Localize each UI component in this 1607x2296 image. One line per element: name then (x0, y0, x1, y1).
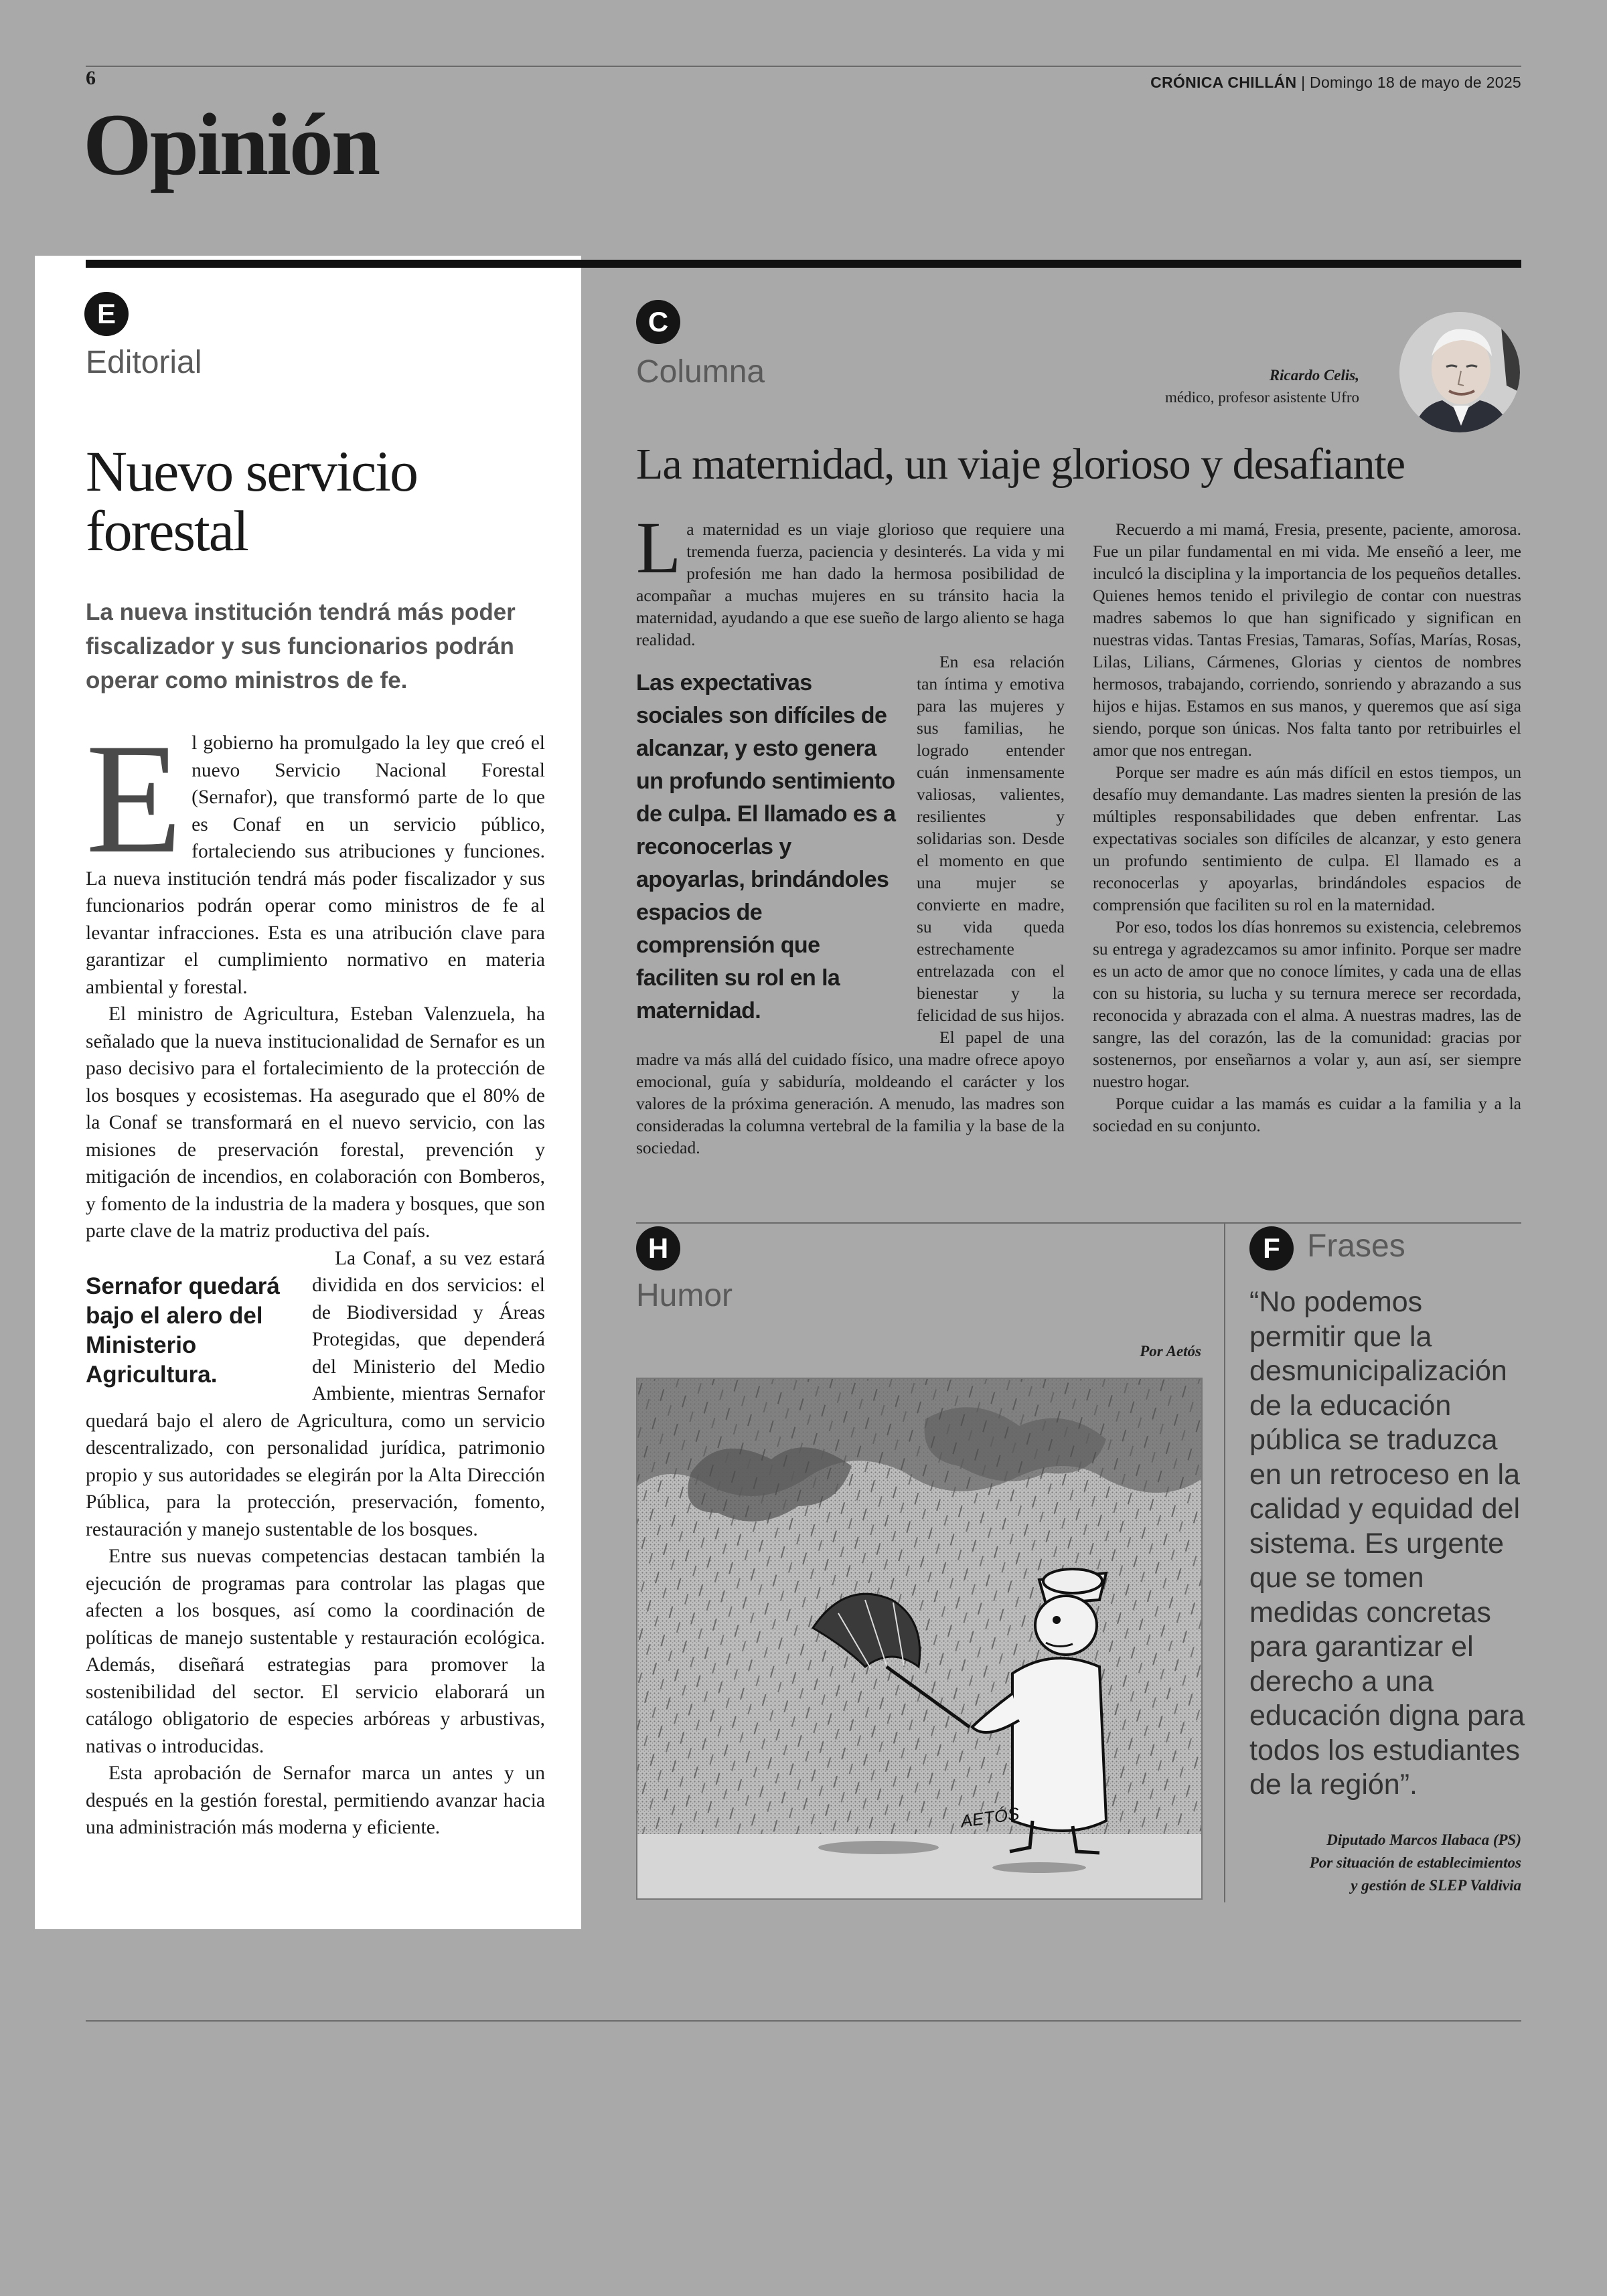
publication-name: CRÓNICA CHILLÁN (1150, 74, 1297, 91)
editorial-summary: La nueva institución tendrá más poder fiscalizador y sus funcionarios podrán operar como ministros de fe. (86, 599, 516, 693)
column-author (1165, 364, 1359, 408)
editorial-badge: E (84, 292, 129, 336)
column-paragraph: a maternidad es un viaje glorioso que requiere una tremenda fuerza, paciencia y desinterés. La vida y mi profesión me han dado la hermosa posibilidad de acompañar a muchas mujeres en su tránsito hacia la maternidad, ayudando a que ese sueño de largo aliento se haga realidad. (636, 519, 1065, 649)
editorial-paragraph: El ministro de Agricultura, Esteban Valenzuela, ha señalado que la nueva institucionalidad de Sernafor es un paso decisivo para el fortalecimiento de la protección de los bosques y ecosistemas. Ha asegurado que el 80% de la Conaf se transformará en el nuevo servicio, con las misiones de preservación forestal, prevención y mitigación de incendios, en colaboración con Bomberos, y fomento de la industria de la madera y bosques, que son parte clave de la matriz productiva del país. (86, 1003, 545, 1242)
editorial-headline: Nuevo servicio forestal (86, 439, 418, 563)
page-bottom-rule (86, 2020, 1521, 2022)
frases-attribution-name: Diputado Marcos Ilabaca (PS) (1326, 1831, 1521, 1848)
frases-badge: F (1249, 1226, 1294, 1270)
column-paragraph: El papel de una madre va más allá del cuidado físico, una madre ofrece apoyo emocional, guía y sabiduría, moldeando el carácter y los valores de la próxima generación. A menudo, las madres son consideradas la columna vertebral de la familia y la base de la sociedad. (636, 1028, 1065, 1157)
humor-credit: Por Aetós (1140, 1343, 1201, 1360)
editorial-paragraph: l gobierno ha promulgado la ley que creó el nuevo Servicio Nacional Forestal (Sernafor), que transformó parte de lo que es Conaf en un servicio público, fortaleciendo sus atribuciones y funciones. La nueva institución tendrá más poder fiscalizador y sus funcionarios podrán operar como ministros de fe al levantar infracciones. Esta es una atribución clave para garantizar el cumplimiento normativo en materia ambiental y forestal. (86, 732, 545, 998)
editorial-dropcap: E (86, 712, 183, 886)
page-number: 6 (86, 67, 96, 89)
rain-umbrella-cartoon-icon (637, 1379, 1201, 1898)
masthead (1150, 74, 1521, 92)
humor-cartoon (636, 1378, 1203, 1900)
masthead-separator: | (1301, 74, 1310, 91)
frases-kicker: Frases (1307, 1228, 1405, 1264)
frases-attribution (1310, 1829, 1521, 1897)
editorial-kicker: Editorial (86, 345, 202, 380)
column-author-name: Ricardo Celis, (1269, 367, 1359, 384)
column-paragraph: En esa relación tan íntima y emotiva para las mujeres y sus familias, he logrado entender cuán inmensamente valiosas, valientes, resilientes y solidarias son. Desde el momento en que una mujer se convierte en madre, su vida queda estrechamente entrelazada con el bienestar y la felicidad de sus hijos. (917, 652, 1065, 1025)
issue-date: Domingo 18 de mayo de 2025 (1310, 74, 1521, 91)
author-portrait-icon (1399, 312, 1520, 432)
column-badge: C (636, 300, 680, 344)
editorial-body (86, 712, 545, 1841)
humor-kicker: Humor (636, 1278, 733, 1313)
column-author-role: médico, profesor asistente Ufro (1165, 389, 1359, 406)
frases-attribution-context: y gestión de SLEP Valdivia (1351, 1877, 1521, 1894)
column-paragraph: Recuerdo a mi mamá, Fresia, presente, paciente, amorosa. Fue un pilar fundamental en mi vida. Me enseñó a leer, me inculcó la disciplina y la importancia de los pequeños detalles. Quienes hemos tenido el privilegio de contar con nuestras madres sabemos lo que han significado y significan en nuestras vidas. Tantas Fresias, Tamaras, Sofías, Marías, Rosas, Lilas, Lilians, Cármenes, Glorias y cientos de nombres hermosos, trabajando, corriendo, sonriendo y abrazando a sus hijos e hijas. Estamos en sus manos, y queremos que así siga siendo, porque son únicas. Nos falta tanto por retribuirles el amor que nos entregan. (1093, 519, 1521, 760)
column-pullquote: Las expectativas sociales son difíciles de alcanzar, y esto genera un profundo sentimiento de culpa. El llamado es a reconocerlas y apoyarlas, brindándoles espacios de comprensión que faciliten su rol en la maternidad. (636, 670, 896, 1023)
section-heavy-rule (86, 260, 1521, 268)
humor-frases-divider (1224, 1224, 1225, 1902)
frases-quote: “No podemos permitir que la desmunicipalización de la educación pública se traduzca en un retroceso en la calidad y equidad del sistema. Es urgente que se tomen medidas concretas para garantizar el derecho a una educación digna para todos los estudiantes de la región”. (1249, 1286, 1525, 1801)
column-paragraph: Por eso, todos los días honremos su existencia, celebremos su entrega y agradezcamos su amor infinito. Porque ser madre es un acto de amor que no conoce límites, y cada una de ellas con su historia, su lucha y su ternura merece ser recordada, reconocida y abrazada con el alma. A nuestras madres, las de sangre, las del corazón, las de la comunidad: gracias por sostenernos, por enseñarnos a volar y, aun así, ser siempre nuestro hogar. (1093, 917, 1521, 1091)
author-avatar (1399, 312, 1520, 432)
column-headline: La maternidad, un viaje glorioso y desafiante (636, 440, 1405, 489)
column-paragraph: Porque ser madre es aún más difícil en estos tiempos, un desafío muy demandante. Las madres sienten la presión de las múltiples responsabilidades que deben enfrentar. Las expectativas sociales son difíciles de alcanzar, y esto genera un profundo sentimiento de culpa. El llamado es a reconocerlas y apoyarlas, brindándoles espacios de comprensión que faciliten su rol en la maternidad. (1093, 762, 1521, 914)
header-top-rule (86, 66, 1521, 67)
column-body (636, 507, 1521, 1187)
editorial-paragraph: La Conaf, a su vez estará dividida en dos servicios: el de Biodiversidad y Áreas Protegidas, que dependerá del Ministerio del Medio Ambiente, mientras Sernafor quedará bajo el alero de Agricultura, como un servicio descentralizado, con personalidad jurídica, patrimonio propio y sus autoridades se elegirán por la Alta Dirección Pública, para la protección, preservación, fomento, restauración y manejo sustentable de los bosques. (86, 1247, 545, 1540)
section-title: Opinión (83, 95, 379, 193)
frases-attribution-context: Por situación de establecimientos (1309, 1854, 1521, 1871)
editorial-paragraph: Entre sus nuevas competencias destacan también la ejecución de programas para controlar las plagas que afecten a los bosques, así como la coordinación de políticas de manejo sustentable y restauración ecológica. Además, diseñará estrategias para promover la sostenibilidad del sector. El servicio elaborará un catálogo obligatorio de especies arbóreas y arbustivas, nativas o introducidas. (86, 1546, 545, 1757)
editorial-pullquote: Sernafor quedará bajo el alero del Ministerio Agricultura. (86, 1273, 280, 1388)
column-bottom-rule (636, 1222, 1521, 1224)
cartoon-signature: AETÓS (959, 1803, 1021, 1831)
editorial-paragraph: Esta aprobación de Sernafor marca un antes y un después en la gestión forestal, permitiendo avanzar hacia una administración más moderna y eficiente. (86, 1762, 545, 1838)
column-dropcap: L (636, 507, 682, 588)
humor-badge: H (636, 1226, 680, 1270)
column-paragraph: Porque cuidar a las mamás es cuidar a la familia y a la sociedad en su conjunto. (1093, 1094, 1521, 1135)
column-kicker: Columna (636, 354, 765, 390)
